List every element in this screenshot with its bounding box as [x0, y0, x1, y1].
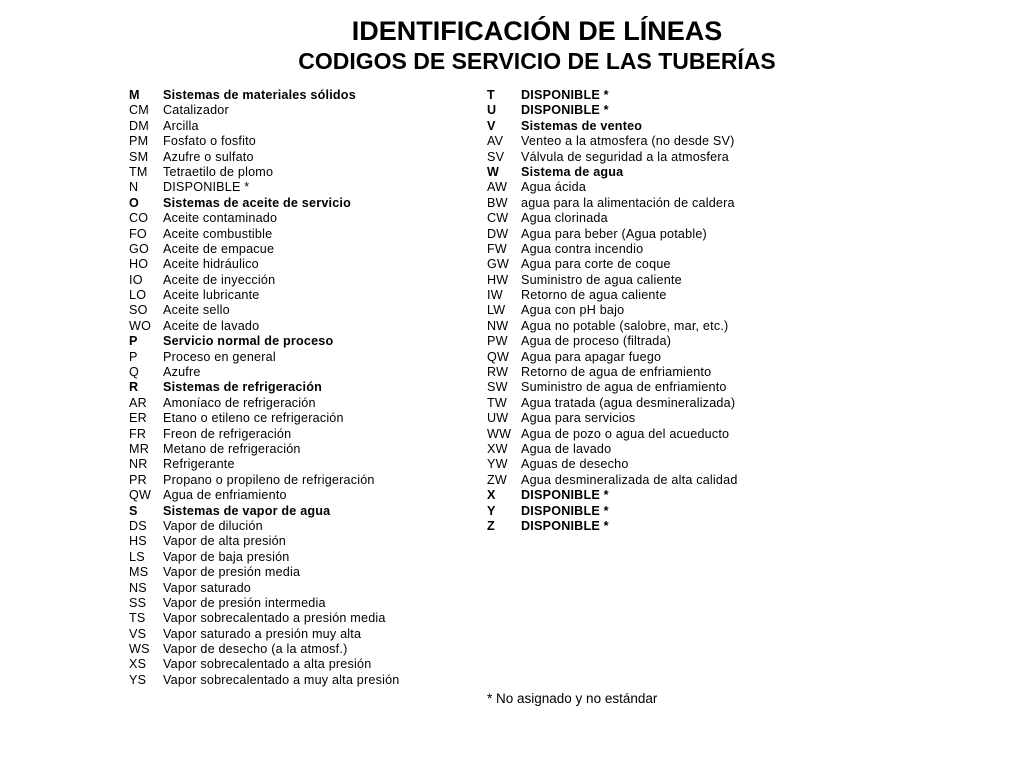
service-code: ER	[129, 411, 147, 426]
service-description: DISPONIBLE *	[521, 503, 609, 518]
service-code: M	[129, 88, 140, 102]
code-row	[129, 457, 479, 472]
code-row	[129, 103, 479, 118]
code-row	[487, 211, 817, 226]
service-description: Aceite de lavado	[163, 318, 260, 333]
service-description: Agua para corte de coque	[521, 257, 671, 272]
service-code: TS	[129, 611, 146, 626]
code-row	[129, 519, 479, 534]
code-row	[129, 150, 479, 165]
code-row	[129, 350, 479, 365]
code-row	[487, 380, 817, 395]
service-description: Agua de pozo o agua del acueducto	[521, 426, 730, 441]
service-description: Azufre	[163, 365, 201, 380]
code-row	[129, 657, 479, 672]
service-description: Sistemas de refrigeración	[163, 380, 322, 395]
code-row	[129, 550, 479, 565]
page-subtitle: CODIGOS DE SERVICIO DE LAS TUBERÍAS	[298, 48, 776, 74]
service-description: Amoníaco de refrigeración	[163, 395, 316, 410]
category-row	[129, 88, 479, 103]
service-code: AV	[487, 134, 504, 149]
category-row	[487, 88, 817, 103]
code-row	[129, 673, 479, 688]
service-code: WS	[129, 642, 150, 657]
code-row	[129, 611, 479, 626]
service-description: Sistemas de materiales sólidos	[163, 88, 356, 102]
service-description: Sistema de agua	[521, 164, 624, 179]
service-description: Sistemas de vapor de agua	[163, 503, 331, 518]
service-description: Agua no potable (salobre, mar, etc.)	[521, 318, 729, 333]
category-row	[129, 196, 479, 211]
service-description: Sistemas de aceite de servicio	[163, 195, 352, 210]
service-description: Aceite sello	[163, 303, 230, 318]
service-description: Vapor de desecho (a la atmosf.)	[163, 642, 348, 657]
right-code-column	[487, 88, 817, 534]
code-row	[129, 442, 479, 457]
code-row	[487, 196, 817, 211]
service-description: Agua de proceso (filtrada)	[521, 334, 672, 349]
code-row	[129, 257, 479, 272]
service-code: V	[487, 118, 496, 133]
code-row	[129, 411, 479, 426]
code-row	[129, 288, 479, 303]
code-row	[487, 411, 817, 426]
code-row	[487, 350, 817, 365]
service-description: Vapor sobrecalentado a muy alta presión	[163, 672, 400, 687]
service-description: DISPONIBLE *	[163, 180, 250, 195]
service-description: Sistemas de venteo	[521, 118, 643, 133]
page-title: IDENTIFICACIÓN DE LÍNEAS	[351, 16, 723, 46]
service-description: DISPONIBLE *	[521, 88, 609, 102]
code-row	[129, 273, 479, 288]
service-code: XS	[129, 657, 147, 672]
code-row	[129, 396, 479, 411]
service-code: SM	[129, 149, 149, 164]
service-code: PM	[129, 134, 149, 149]
service-code: FR	[129, 426, 147, 441]
service-code: NS	[129, 580, 147, 595]
code-row	[487, 365, 817, 380]
service-code: S	[129, 503, 138, 518]
code-row	[129, 134, 479, 149]
service-description: Agua para servicios	[521, 411, 636, 426]
code-row	[129, 488, 479, 503]
code-row	[487, 242, 817, 257]
service-description: Suministro de agua caliente	[521, 272, 682, 287]
service-code: P	[129, 349, 138, 364]
service-code: R	[129, 380, 139, 395]
service-description: Metano de refrigeración	[163, 441, 301, 456]
code-row	[487, 334, 817, 349]
service-code: CW	[487, 211, 509, 226]
code-row	[129, 473, 479, 488]
code-row	[129, 180, 479, 195]
service-description: Vapor sobrecalentado a presión media	[163, 611, 386, 626]
category-row	[129, 380, 479, 395]
service-code: LO	[129, 288, 147, 303]
service-description: Tetraetilo de plomo	[163, 164, 274, 179]
service-code: P	[129, 334, 138, 349]
service-code: T	[487, 88, 495, 102]
code-row	[487, 303, 817, 318]
service-description: Aguas de desecho	[521, 457, 629, 472]
service-code: RW	[487, 365, 509, 380]
code-row	[129, 534, 479, 549]
service-code: FW	[487, 241, 507, 256]
code-row	[487, 427, 817, 442]
code-row	[487, 180, 817, 195]
code-row	[129, 165, 479, 180]
service-code: XW	[487, 441, 508, 456]
code-row	[129, 227, 479, 242]
service-description: Agua de enfriamiento	[163, 488, 287, 503]
code-row	[487, 396, 817, 411]
service-code: WO	[129, 318, 152, 333]
service-description: Vapor de dilución	[163, 518, 263, 533]
service-description: Aceite de inyección	[163, 272, 276, 287]
code-row	[487, 273, 817, 288]
code-row	[129, 596, 479, 611]
service-code: ZW	[487, 472, 507, 487]
code-row	[487, 319, 817, 334]
service-description: Vapor de baja presión	[163, 549, 290, 564]
service-description: Arcilla	[163, 118, 199, 133]
service-code: HS	[129, 534, 147, 549]
code-row	[129, 119, 479, 134]
service-description: Aceite de empacue	[163, 241, 275, 256]
service-description: Freon de refrigeración	[163, 426, 292, 441]
service-description: Aceite combustible	[163, 226, 273, 241]
service-description: Refrigerante	[163, 457, 235, 472]
service-code: QW	[129, 488, 152, 503]
service-description: Aceite lubricante	[163, 288, 260, 303]
code-row	[487, 442, 817, 457]
code-row	[129, 211, 479, 226]
service-description: Vapor de presión media	[163, 565, 301, 580]
code-row	[129, 365, 479, 380]
service-description: Agua ácida	[521, 180, 587, 195]
category-row	[487, 504, 817, 519]
service-code: CO	[129, 211, 149, 226]
code-row	[129, 581, 479, 596]
service-code: MS	[129, 565, 149, 580]
code-row	[487, 473, 817, 488]
service-code: Y	[487, 503, 496, 518]
service-code: NW	[487, 318, 509, 333]
service-code: HW	[487, 272, 509, 287]
service-code: DW	[487, 226, 509, 241]
service-code: W	[487, 164, 500, 179]
service-code: SO	[129, 303, 148, 318]
service-description: DISPONIBLE *	[521, 103, 609, 118]
service-code: MR	[129, 441, 149, 456]
service-code: SV	[487, 149, 505, 164]
service-description: Venteo a la atmosfera (no desde SV)	[521, 134, 735, 149]
service-description: DISPONIBLE *	[521, 488, 609, 503]
service-code: SW	[487, 380, 508, 395]
service-code: PW	[487, 334, 508, 349]
service-description: Suministro de agua de enfriamiento	[521, 380, 727, 395]
service-description: Agua contra incendio	[521, 241, 644, 256]
service-code: GO	[129, 241, 149, 256]
service-description: Agua clorinada	[521, 211, 608, 226]
service-description: Fosfato o fosfito	[163, 134, 257, 149]
service-description: Azufre o sulfato	[163, 149, 254, 164]
service-description: Vapor de presión intermedia	[163, 595, 326, 610]
service-description: Agua con pH bajo	[521, 303, 625, 318]
service-code: LW	[487, 303, 506, 318]
service-description: agua para la alimentación de caldera	[521, 195, 735, 210]
service-code: VS	[129, 626, 147, 641]
service-code: TM	[129, 164, 148, 179]
service-code: AW	[487, 180, 508, 195]
service-description: Vapor saturado	[163, 580, 251, 595]
category-row	[487, 519, 817, 534]
service-description: Propano o propileno de refrigeración	[163, 472, 375, 487]
service-description: Retorno de agua de enfriamiento	[521, 365, 712, 380]
service-description: Vapor de alta presión	[163, 534, 286, 549]
service-description: Aceite contaminado	[163, 211, 278, 226]
service-code: HO	[129, 257, 149, 272]
service-code: Z	[487, 518, 495, 533]
code-row	[129, 303, 479, 318]
service-code: SS	[129, 595, 147, 610]
service-description: Retorno de agua caliente	[521, 288, 667, 303]
service-description: Etano o etileno ce refrigeración	[163, 411, 344, 426]
service-description: DISPONIBLE *	[521, 518, 609, 533]
code-row	[487, 134, 817, 149]
service-description: Agua para beber (Agua potable)	[521, 226, 707, 241]
service-code: TW	[487, 395, 507, 410]
category-row	[487, 103, 817, 118]
service-code: YS	[129, 672, 147, 687]
service-code: N	[129, 180, 139, 195]
category-row	[129, 334, 479, 349]
service-code: CM	[129, 103, 149, 118]
service-code: WW	[487, 426, 512, 441]
service-code: LS	[129, 549, 145, 564]
service-code: NR	[129, 457, 148, 472]
service-description: Catalizador	[163, 103, 229, 118]
service-description: Servicio normal de proceso	[163, 334, 334, 349]
code-row	[129, 427, 479, 442]
category-row	[129, 504, 479, 519]
service-code: IW	[487, 288, 503, 303]
service-description: Agua desmineralizada de alta calidad	[521, 472, 738, 487]
service-code: YW	[487, 457, 508, 472]
service-code: Q	[129, 365, 139, 380]
code-row	[129, 627, 479, 642]
service-description: Agua tratada (agua desmineralizada)	[521, 395, 736, 410]
service-code: QW	[487, 349, 510, 364]
service-description: Agua de lavado	[521, 441, 612, 456]
service-code: GW	[487, 257, 510, 272]
service-code: DS	[129, 518, 147, 533]
code-row	[487, 457, 817, 472]
code-row	[487, 150, 817, 165]
category-row	[487, 165, 817, 180]
category-row	[487, 119, 817, 134]
footnote: * No asignado y no estándar	[487, 691, 658, 706]
code-row	[129, 319, 479, 334]
service-code: UW	[487, 411, 509, 426]
code-row	[487, 227, 817, 242]
service-description: Vapor sobrecalentado a alta presión	[163, 657, 372, 672]
service-code: X	[487, 488, 496, 503]
service-description: Agua para apagar fuego	[521, 349, 662, 364]
category-row	[487, 488, 817, 503]
code-row	[129, 242, 479, 257]
service-code: PR	[129, 472, 147, 487]
service-description: Válvula de seguridad a la atmosfera	[521, 149, 729, 164]
service-description: Aceite hidráulico	[163, 257, 259, 272]
code-row	[487, 288, 817, 303]
code-row	[487, 257, 817, 272]
service-code: DM	[129, 118, 149, 133]
service-description: Proceso en general	[163, 349, 276, 364]
code-row	[129, 642, 479, 657]
service-code: FO	[129, 226, 147, 241]
code-row	[129, 565, 479, 580]
service-code: BW	[487, 195, 508, 210]
service-description: Vapor saturado a presión muy alta	[163, 626, 362, 641]
service-code: IO	[129, 272, 143, 287]
service-code: O	[129, 195, 139, 210]
service-code: AR	[129, 395, 147, 410]
left-code-column	[129, 88, 479, 688]
service-code: U	[487, 103, 497, 118]
